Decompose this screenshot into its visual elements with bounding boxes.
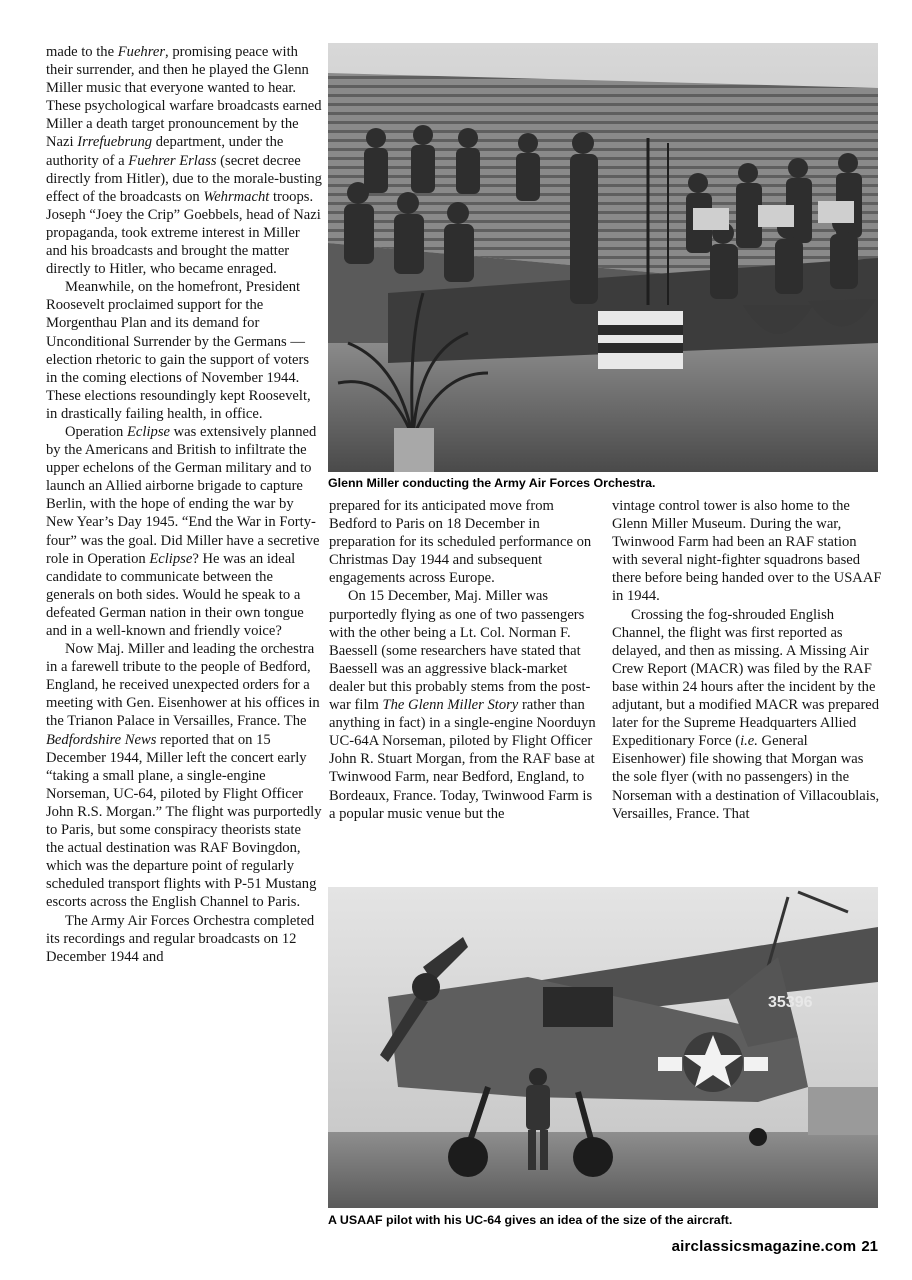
text-run: , promising peace with their surrender, and then he played the Glenn Miller music that everyone wanted to hear. These psychological warfare broadcasts earned Miller a death target pronouncement by the Nazi: [46, 44, 322, 151]
paragraph: [329, 497, 597, 587]
photo-caption: A USAAF pilot with his UC-64 gives an idea of the size of the aircraft.: [328, 1213, 733, 1227]
text-run: rather than anything in fact) in a single-engine Noorduyn UC-64A Norseman, piloted by Flight Officer John R. Stuart Morgan, from the RAF base at Twinwood Farm, near Bedford, England, to Bordeaux, France. Today, Twinwood Farm is a popular music venue but the: [329, 697, 596, 822]
article-column-2: [329, 497, 597, 823]
italic-text: Bedfordshire News: [46, 731, 157, 748]
text-run: prepared for its anticipated move from Bedford to Paris on 18 December in preparation for its scheduled performance on Christmas Day 1944 and subsequent engagements across Europe.: [329, 498, 592, 587]
text-run: (secret decree directly from Hitler), due to the morale-busting effect of the broadcasts on: [46, 152, 322, 205]
article-column-1: [46, 43, 322, 966]
italic-text: Eclipse: [149, 550, 193, 567]
paragraph: [46, 912, 322, 966]
paragraph: [46, 423, 322, 640]
italic-text: Fuehrer: [117, 44, 166, 60]
photo-caption: Glenn Miller conducting the Army Air Forces Orchestra.: [328, 476, 656, 490]
footer-url[interactable]: airclassicsmagazine.com: [671, 1238, 857, 1255]
text-run: reported that on 15 December 1944, Miller left the concert early “taking a small plane, a single-engine Norseman, UC-64, piloted by Flight Officer John R.S. Morgan.” The flight was purportedly to Paris, but some conspiracy theorists state the actual destination was RAF Bovingdon, which was the departure point of regularly scheduled transport flights with P-51 Mustang escorts across the English Channel to Paris.: [46, 731, 322, 911]
page-number: 21: [861, 1238, 878, 1255]
text-run: ? He was an ideal candidate to communicate between the generals on both sides. Would he speak to a defeated German nation in their own tongue and in a well-known and friendly voice?: [46, 550, 304, 639]
text-run: The Army Air Forces Orchestra completed its recordings and regular broadcasts on 12 December 1944 and: [46, 912, 315, 965]
paragraph: [612, 606, 882, 823]
orchestra-photo: [328, 43, 878, 472]
text-run: troops. Joseph “Joey the Crip” Goebbels, head of Nazi propaganda, took extreme interest in Miller and his broadcasts and brought the matter directly to Hitler, who became enraged.: [46, 188, 321, 278]
paragraph: [46, 640, 322, 911]
tail-number: 35396: [768, 994, 813, 1011]
italic-text: i.e.: [740, 733, 758, 750]
text-run: vintage control tower is also home to the Glenn Miller Museum. During the war, Twinwood Farm had been an RAF station with several night-fighter squadrons based there before being handed over to the USAAF in 1944.: [612, 498, 882, 605]
text-run: Meanwhile, on the homefront, President Roosevelt proclaimed support for the Morgenthau Plan and its demand for Unconditional Surrender by the Germans — election rhetoric to gain the support of voters in the coming elections of November 1944. These elections resoundingly kept Roosevelt, in drastically failing health, in office.: [46, 279, 311, 422]
text-run: On 15 December, Maj. Miller was purportedly flying as one of two passengers with the other being a Lt. Col. Norman F. Baessell (some researchers have stated that Baessell was an aggressive black-market dealer but this probably stems from the post-war film: [329, 588, 591, 714]
italic-text: Wehrmacht: [203, 188, 270, 205]
text-run: Operation: [65, 423, 128, 440]
italic-text: Eclipse: [127, 423, 170, 440]
paragraph: [612, 497, 882, 606]
article-column-3: [612, 497, 882, 823]
text-run: Now Maj. Miller and leading the orchestra in a farewell tribute to the people of Bedford, England, he received unexpected orders for a meeting with Gen. Eisenhower at his offices in the Trianon Palace in Versailles, France. The: [46, 641, 320, 730]
paragraph: [46, 278, 322, 423]
aircraft-photo: [328, 887, 878, 1208]
italic-text: Fuehrer Erlass: [128, 152, 217, 169]
text-run: General Eisenhower) file showing that Morgan was the sole flyer (with no passengers) in the Norseman with a destination of Villacoublais, Versailles, France. That: [612, 733, 880, 822]
italic-text: The Glenn Miller Story: [382, 697, 519, 714]
paragraph: [46, 43, 322, 278]
text-run: made to the: [46, 44, 118, 60]
text-run: Crossing the fog-shrouded English Channel, the flight was first reported as delayed, and then as missing. A Missing Air Crew Report (MACR) was filed by the RAF base within 24 hours after the incident by the adjutant, but a modified MACR was prepared later for the Supreme Headquarters Allied Expeditionary Force (: [612, 606, 880, 750]
text-run: department, under the authority of a: [46, 134, 284, 169]
text-run: was extensively planned by the Americans and British to infiltrate the upper echelons of the German military and to launch an Allied airborne brigade to capture Berlin, with the hope of ending the war by New Year’s Day 1945. “End the War in Forty-four” was the goal. Did Miller have a secretive role in Operation: [46, 423, 320, 567]
paragraph: [329, 587, 597, 822]
italic-text: Irrefuebrung: [77, 134, 153, 151]
page-footer: [672, 1238, 878, 1255]
